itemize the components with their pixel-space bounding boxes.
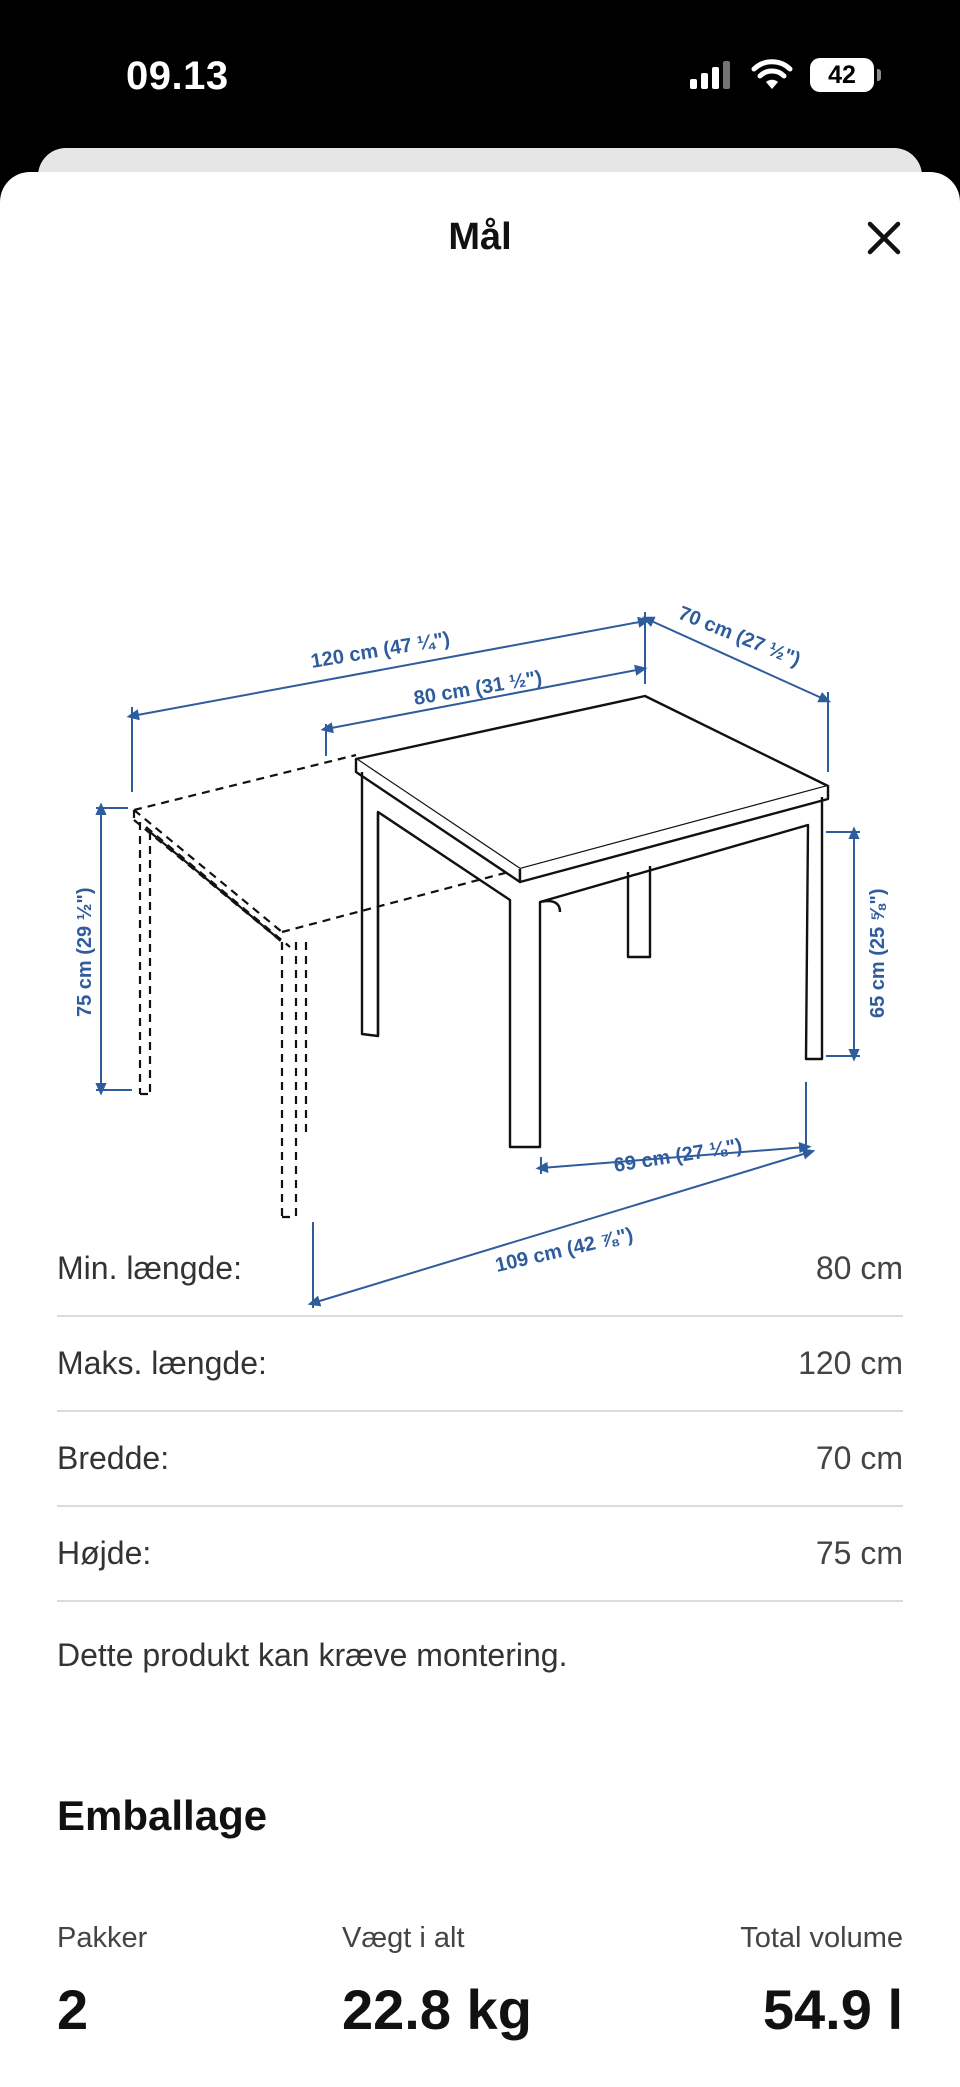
signal-icon <box>690 61 734 89</box>
weight-value: 22.8 kg <box>342 1978 532 2041</box>
packaging-title: Emballage <box>57 1792 268 1839</box>
packages-label: Pakker <box>57 1922 148 1954</box>
diagram-label-leg-height: 65 cm (25 ⅝") <box>867 888 889 1018</box>
dimension-row-min-length <box>57 1222 903 1317</box>
packaging-volume <box>740 1922 903 2042</box>
weight-label: Vægt i alt <box>342 1922 465 1954</box>
wifi-icon <box>752 60 792 90</box>
diagram-label-ext-length: 109 cm (42 ⅞") <box>493 1223 636 1277</box>
volume-value: 54.9 l <box>762 1978 903 2041</box>
packaging-packages <box>57 1922 147 2042</box>
diagram-label-max-length: 120 cm (47 ¼") <box>309 628 452 673</box>
dimensions-list <box>57 1222 903 1602</box>
assembly-note: Dette produkt kan kræve montering. <box>57 1637 568 1673</box>
dimension-value: 75 cm <box>815 1535 903 1571</box>
packages-value: 2 <box>57 1978 89 2041</box>
dimension-label: Bredde: <box>57 1440 170 1476</box>
dimension-value: 80 cm <box>815 1250 903 1286</box>
diagram-label-width: 70 cm (27 ½") <box>675 602 804 672</box>
dimension-row-height <box>57 1507 903 1602</box>
close-button[interactable] <box>856 210 912 266</box>
sheet-title: Mål <box>448 216 512 258</box>
diagram-label-min-length: 80 cm (31 ½") <box>412 666 544 710</box>
dimension-row-width <box>57 1412 903 1507</box>
dimension-row-max-length <box>57 1317 903 1412</box>
diagram-label-inner-length: 69 cm (27 ⅛") <box>612 1134 744 1177</box>
dimension-label: Min. længde: <box>57 1250 242 1286</box>
dimension-value: 120 cm <box>798 1345 903 1381</box>
status-time: 09.13 <box>126 54 229 98</box>
battery-level: 42 <box>828 60 856 89</box>
status-icons <box>690 58 874 92</box>
dimension-label: Maks. længde: <box>57 1345 267 1381</box>
status-bar <box>0 0 960 150</box>
dimension-label: Højde: <box>57 1535 152 1571</box>
dimensions-sheet <box>0 172 960 2087</box>
battery-icon <box>810 58 874 92</box>
volume-label: Total volume <box>740 1922 903 1954</box>
table-outline <box>356 696 828 1147</box>
close-icon <box>867 221 901 255</box>
diagram-label-height: 75 cm (29 ½") <box>74 887 96 1017</box>
dimension-value: 70 cm <box>815 1440 903 1476</box>
packaging-weight <box>342 1922 532 2042</box>
